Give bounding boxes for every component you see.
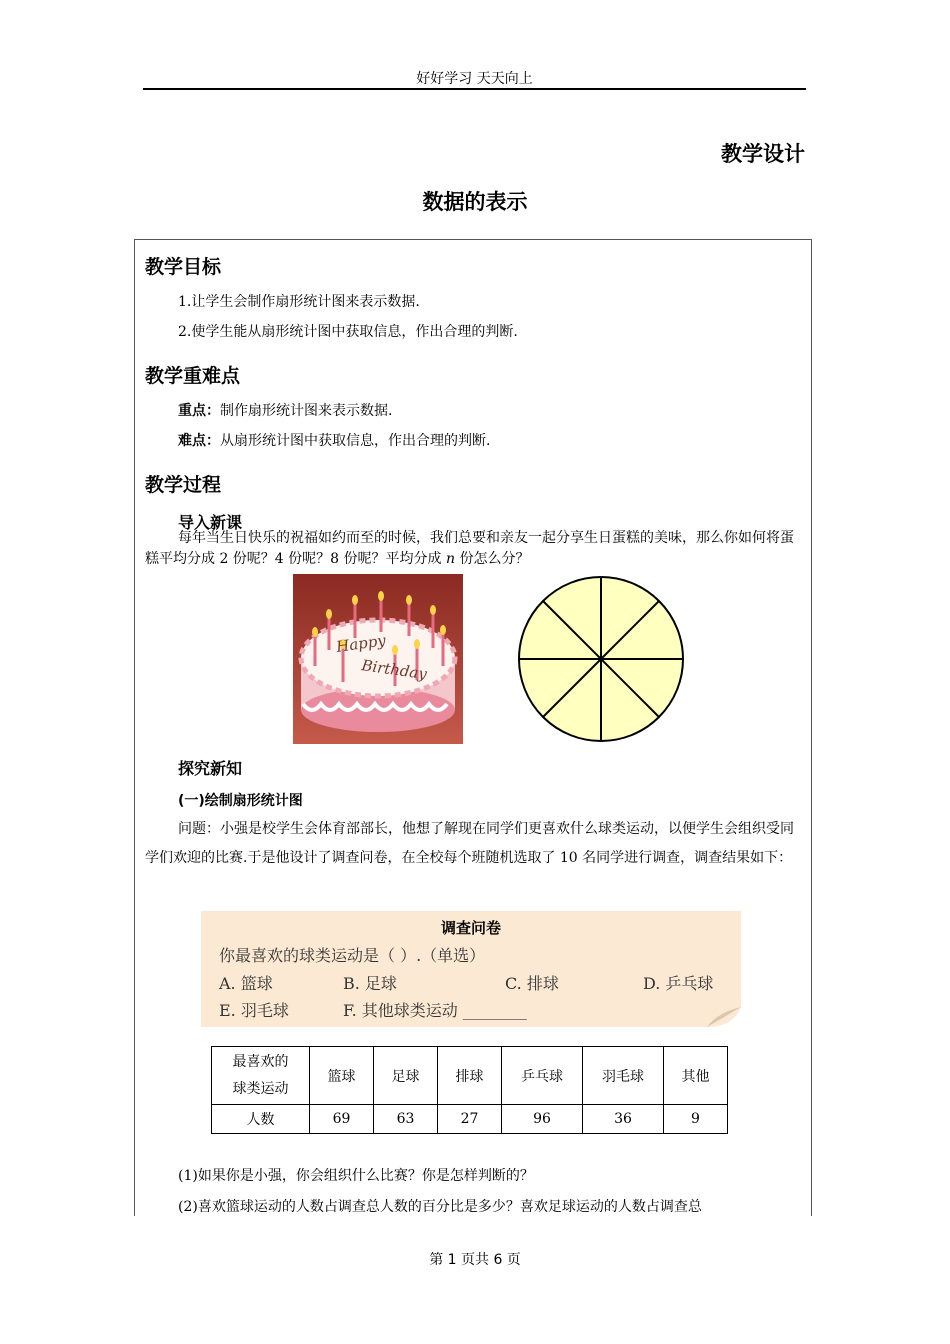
page-footer: 第 1 页共 6 页 [429,1252,521,1268]
intro-text-a: 每年当生日快乐的祝福如约而至的时候，我们总要和亲友一起分享生日蛋糕的美味，那么你如何将蛋糕平均分成 2 份呢？4 份呢？8 份呢？平均分成 [145,530,794,567]
sub-heading: (一)绘制扇形统计图 [178,793,303,809]
difficulty-text: 从扇形统计图中获取信息，作出合理的判断. [220,433,491,449]
category-cell: 排球 [438,1047,502,1105]
survey-title: 调查问卷 [440,919,501,937]
row-header-line-1: 最喜欢的 [232,1053,289,1070]
survey-card [201,911,741,1027]
survey-option-d: D. 乒乓球 [643,974,714,993]
survey-option-e: E. 羽毛球 [219,1001,289,1020]
survey-question: 你最喜欢的球类运动是（ ）.（单选） [219,946,486,965]
explore-heading: 探究新知 [178,759,243,778]
problem-label: 问题： [178,821,220,837]
row-header-line-2: 球类运动 [232,1080,289,1097]
count-cell: 9 [664,1105,728,1134]
survey-option-c: C. 排球 [505,974,559,993]
category-cell: 乒乓球 [502,1047,583,1105]
content-frame [134,239,812,1216]
focus-line [178,400,392,420]
difficulty-line [178,430,490,450]
focus-text: 制作扇形统计图来表示数据. [220,403,393,419]
category-cell: 篮球 [310,1047,374,1105]
cake-writing-happy: Happy [335,631,387,656]
problem-text: 小强是校学生会体育部部长，他想了解现在同学们更喜欢什么球类运动，以便学生会组织受同学们欢迎的比赛.于是他设计了调查问卷，在全校每个班随机选取了 10 名同学进行调查，调查结果如下： [145,821,794,866]
page-title: 数据的表示 [422,190,528,214]
page-header: 好好学习 天天向上 [416,71,533,87]
birthday-cake-image [293,574,463,744]
process-heading: 教学过程 [145,474,222,496]
pie-divided-eight [516,574,686,744]
objective-item-1: 1.让学生会制作扇形统计图来表示数据. [178,294,420,310]
survey-option-a: A. 篮球 [219,974,273,993]
intro-paragraph [145,528,801,570]
difficulty-label: 难点： [178,433,220,449]
question-1: (1)如果你是小强，你会组织什么比赛？你是怎样判断的？ [178,1168,534,1184]
count-cell: 69 [310,1105,374,1134]
survey-option-f: F. 其他球类运动 ________ [343,1001,527,1020]
header-rule [143,88,806,90]
intro-variable: n [445,551,456,567]
objectives-heading: 教学目标 [145,256,222,278]
category-cell: 其他 [664,1047,728,1105]
objective-item-2: 2.使学生能从扇形统计图中获取信息，作出合理的判断. [178,324,518,340]
table-row [212,1105,728,1134]
intro-text-b: 份怎么分？ [455,551,530,567]
survey-option-b: B. 足球 [343,974,397,993]
survey-results-table [211,1046,728,1134]
table-row-header [212,1047,310,1105]
cake-writing-birthday: Birthday [360,656,429,684]
focus-label: 重点： [178,403,220,419]
table-row [212,1047,728,1105]
count-label-cell: 人数 [212,1105,310,1134]
count-cell: 96 [502,1105,583,1134]
count-cell: 27 [438,1105,502,1134]
doc-kind-label: 教学设计 [721,142,805,166]
category-cell: 足球 [374,1047,438,1105]
category-cell: 羽毛球 [583,1047,664,1105]
question-2: (2)喜欢篮球运动的人数占调查总人数的百分比是多少？喜欢足球运动的人数占调查总 [178,1199,702,1215]
intro-heading: 导入新课 [178,513,243,532]
count-cell: 36 [583,1105,664,1134]
count-cell: 63 [374,1105,438,1134]
problem-paragraph [145,815,801,873]
key-points-heading: 教学重难点 [145,365,241,387]
